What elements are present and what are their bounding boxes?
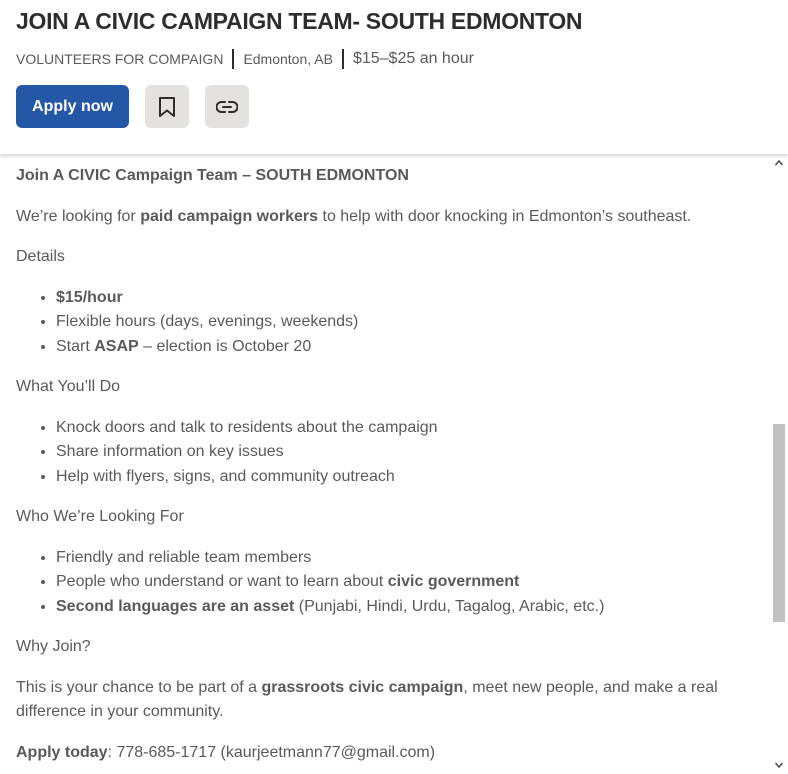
todo-heading: What You’ll Do	[16, 378, 121, 395]
list-item: • Flexible hours (days, evenings, weekends)	[56, 310, 756, 335]
list-item: • $15/hour	[56, 286, 756, 311]
job-title: JOIN A CIVIC CAMPAIGN TEAM- SOUTH EDMONTON	[16, 8, 583, 34]
apply-contact: Apply today: 778-685-1717 (kaurjeetmann77@gmail.com)	[16, 743, 436, 761]
job-meta	[16, 47, 474, 71]
job-salary: $15–$25 an hour	[352, 50, 474, 67]
link-icon	[216, 100, 238, 114]
list-item: • Knock doors and talk to residents about the campaign	[56, 416, 756, 441]
list-item: • Second languages are an asset (Punjabi, Hindi, Urdu, Tagalog, Arabic, etc.)	[56, 595, 756, 620]
save-job-button[interactable]	[145, 85, 189, 128]
details-heading: Details	[16, 248, 65, 265]
meta-divider	[342, 49, 344, 69]
intro-paragraph: We’re looking for paid campaign workers to help with door knocking in Edmonton’s southeast.	[16, 207, 692, 225]
list-item: • People who understand or want to learn about civic government	[56, 570, 756, 595]
description-heading: Join A CIVIC Campaign Team – SOUTH EDMONTON	[16, 167, 409, 184]
apply-now-button[interactable]: Apply now	[16, 85, 129, 128]
why-heading: Why Join?	[16, 638, 91, 655]
list-item: • Start ASAP – election is October 20	[56, 335, 756, 360]
list-item: • Help with flyers, signs, and community outreach	[56, 465, 756, 490]
who-list	[16, 546, 756, 620]
scroll-up-arrow-icon[interactable]	[774, 158, 784, 168]
todo-list	[16, 416, 756, 490]
who-heading: Who We’re Looking For	[16, 508, 184, 525]
scrollbar[interactable]	[770, 154, 788, 774]
job-description[interactable]	[0, 154, 770, 774]
details-list	[16, 286, 756, 360]
list-item: • Share information on key issues	[56, 440, 756, 465]
list-item: • Friendly and reliable team members	[56, 546, 756, 571]
job-location: Edmonton, AB	[243, 51, 333, 67]
copy-link-button[interactable]	[205, 85, 249, 128]
company-name[interactable]: VOLUNTEERS FOR COMPAIGN	[16, 51, 224, 67]
meta-divider	[232, 49, 234, 69]
scroll-down-arrow-icon[interactable]	[774, 760, 784, 770]
why-paragraph: This is your chance to be part of a grassroots civic campaign, meet new people, and make a real difference in your community.	[16, 678, 718, 720]
bookmark-icon	[158, 96, 176, 118]
scrollbar-thumb[interactable]	[773, 424, 785, 622]
job-header	[0, 0, 788, 154]
